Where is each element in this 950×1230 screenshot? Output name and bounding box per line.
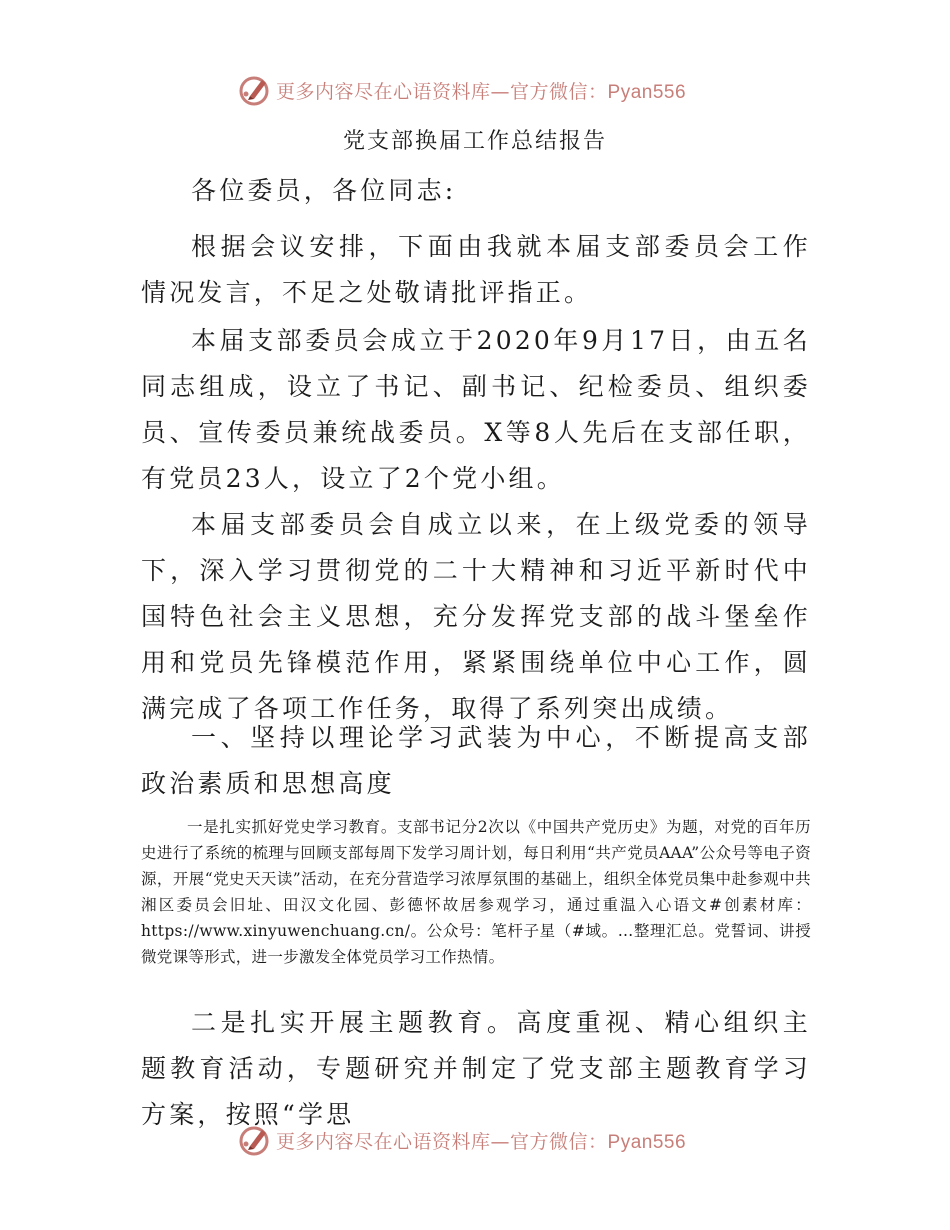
paragraph-1: 根据会议安排，下面由我就本届支部委员会工作情况发言，不足之处敬请批评指正。 [141, 232, 811, 307]
paragraph-2: 本届支部委员会成立于2020年9月17日，由五名同志组成，设立了书记、副书记、纪检委员、组织委员、宣传委员兼统战委员。X等8人先后在支部任职，有党员23人，设立了2个党小组。 [141, 326, 811, 493]
document-title: 党支部换届工作总结报告 [342, 129, 607, 154]
salutation: 各位委员，各位同志: [191, 176, 457, 205]
pen-nib-circle-icon [236, 72, 272, 108]
paragraph-last: 二是扎实开展主题教育。高度重视、精心组织主题教育活动，专题研究并制定了党支部主题教育学习方案，按照“学思 [141, 1008, 811, 1129]
watermark-header [236, 70, 686, 110]
section-heading: 一、坚持以理论学习武装为中心，不断提高支部政治素质和思想高度 [141, 723, 811, 798]
small-paragraph: 一是扎实抓好党史学习教育。支部书记分2次以《中国共产党历史》为题，对党的百年历史进行了系统的梳理与回顾支部每周下发学习周计划，每日利用“共产党员AAA”公众号等电子资源，开展“党史天天读”活动，在充分营造学习浓厚氛围的基础上，组织全体党员集中赴参观中共湘区委员会旧址、田汉文化园、彭德怀故居参观学习，通过重温入心语文#创素材库：https://www.xinyuwenchuang.cn/。公众号：笔杆子星（#域。…整理汇总。党誓词、讲授微党课等形式，进一步激发全体党员学习工作热情。 [141, 818, 811, 966]
watermark-footer [236, 1120, 686, 1160]
watermark-text: 更多内容尽在心语资料库—官方微信：Pyan556 [276, 1130, 687, 1153]
paragraph-3: 本届支部委员会自成立以来，在上级党委的领导下，深入学习贯彻党的二十大精神和习近平新时代中国特色社会主义思想，充分发挥党支部的战斗堡垒作用和党员先锋模范作用，紧紧围绕单位中心工作，圆满完成了各项工作任务，取得了系列突出成绩。 [141, 510, 811, 723]
pen-nib-circle-icon [236, 1122, 272, 1158]
watermark-text: 更多内容尽在心语资料库—官方微信：Pyan556 [276, 80, 687, 103]
